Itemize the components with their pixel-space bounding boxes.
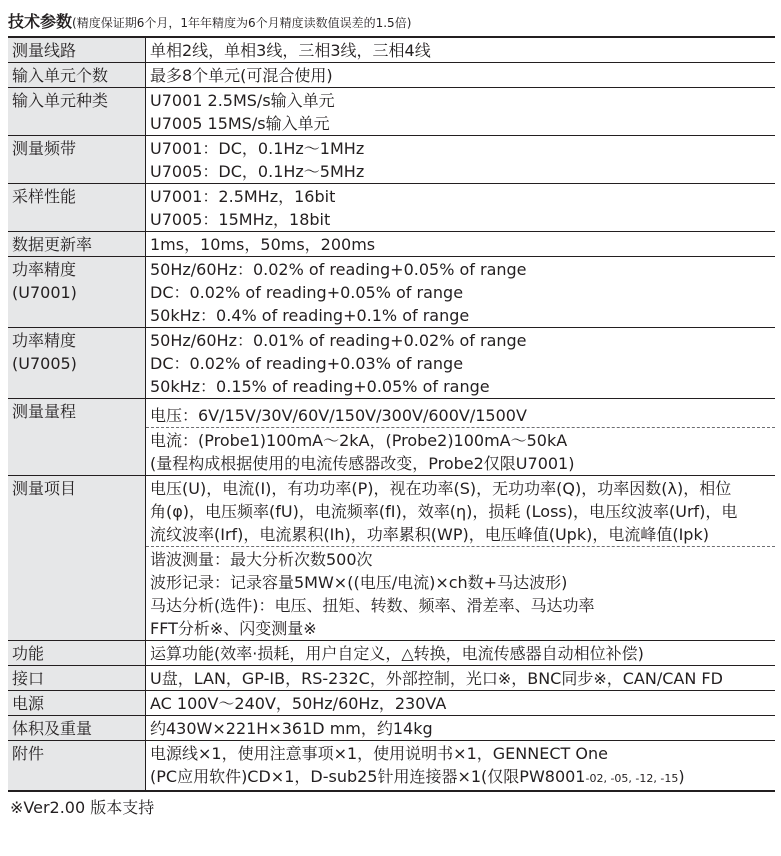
spec-label: 测量量程 [12, 402, 77, 421]
spec-row [8, 88, 775, 136]
spec-value-line: FFT分析※、闪变测量※ [150, 619, 317, 638]
spec-label-cell [8, 691, 146, 716]
spec-value-cell [146, 399, 776, 428]
spec-label: 采样性能 [12, 187, 77, 206]
spec-value-line: U7005：DC，0.1Hz～5MHz [150, 162, 365, 181]
spec-value-line: U7001：DC，0.1Hz～1MHz [150, 139, 365, 158]
spec-value-cell [146, 716, 776, 741]
spec-value-cell [146, 184, 776, 232]
spec-value-line: 50Hz/60Hz：0.01% of reading+0.02% of range [150, 331, 527, 350]
spec-value-line [150, 765, 771, 790]
spec-value-line: 谐波测量：最大分析次数500次 [150, 550, 373, 569]
spec-label: 数据更新率 [12, 235, 93, 254]
spec-value-cell [146, 547, 776, 641]
spec-label: (U7001) [12, 283, 77, 302]
spec-label-cell [8, 666, 146, 691]
spec-value-line: U7001：2.5MHz，16bit [150, 187, 336, 206]
spec-row [8, 136, 775, 184]
spec-label: 电源 [12, 694, 45, 713]
spec-value-cell [146, 63, 776, 88]
spec-label-cell [8, 63, 146, 88]
spec-label-cell [8, 184, 146, 232]
spec-value-line: 运算功能(效率·损耗，用户自定义，△转换，电流传感器自动相位补偿) [150, 644, 644, 663]
spec-value-cell [146, 328, 776, 399]
spec-value-cell [146, 37, 776, 63]
spec-value-text: (PC应用软件)CD×1，D-sub25针用连接器×1(仅限PW8001 [150, 767, 586, 786]
model-suffix-list: -02, -05, -12, -15 [585, 772, 679, 785]
spec-label-cell [8, 716, 146, 741]
spec-value-cell [146, 641, 776, 666]
spec-label-cell [8, 476, 146, 641]
spec-label-cell [8, 88, 146, 136]
spec-value-line: 角(φ)，电压频率(fU)，电流频率(fI)，效率(η)，损耗 (Loss)，电压纹波率(Urf)，电 [150, 502, 738, 521]
spec-value-line: 电压：6V/15V/30V/60V/150V/300V/600V/1500V [150, 406, 527, 425]
spec-value-line: 1ms，10ms，50ms，200ms [150, 235, 376, 254]
spec-row [8, 184, 775, 232]
spec-value-cell [146, 666, 776, 691]
spec-value-line: U7001 2.5MS/s输入单元 [150, 91, 335, 110]
spec-value-cell [146, 136, 776, 184]
spec-value-line: 约430W×221H×361D mm，约14kg [150, 719, 433, 738]
footnote: ※Ver2.00 版本支持 [10, 798, 155, 817]
spec-row [8, 741, 775, 792]
spec-value-line: U盘，LAN，GP-IB，RS-232C，外部控制，光口※，BNC同步※，CAN/CAN FD [150, 669, 723, 688]
spec-label: 输入单元个数 [12, 66, 109, 85]
spec-label-cell [8, 641, 146, 666]
spec-label: 测量项目 [12, 479, 77, 498]
section-header [8, 8, 775, 36]
spec-value-line: DC：0.02% of reading+0.03% of range [150, 354, 464, 373]
spec-table [8, 36, 775, 792]
spec-label: 功率精度 [12, 260, 77, 279]
spec-value-line: DC：0.02% of reading+0.05% of range [150, 283, 464, 302]
spec-value-line: 电流：(Probe1)100mA～2kA，(Probe2)100mA～50kA [150, 431, 568, 450]
spec-value-cell [146, 476, 776, 547]
spec-value-line: 最多8个单元(可混合使用) [150, 66, 333, 85]
spec-row [8, 257, 775, 328]
spec-row [8, 37, 775, 63]
spec-value-line: U7005：15MHz，18bit [150, 210, 331, 229]
spec-label: 附件 [12, 744, 45, 763]
spec-label-cell [8, 741, 146, 792]
spec-value-cell [146, 741, 776, 792]
spec-label-cell [8, 136, 146, 184]
spec-value-cell [146, 232, 776, 257]
spec-value-cell [146, 428, 776, 476]
spec-label: 测量线路 [12, 41, 77, 60]
spec-label: 测量频带 [12, 139, 77, 158]
spec-label-cell [8, 328, 146, 399]
spec-value-line: 波形记录：记录容量5MW×((电压/电流)×ch数+马达波形) [150, 573, 568, 592]
spec-value-line: 流纹波率(Irf)，电流累积(Ih)，功率累积(WP)，电压峰值(Upk)，电流峰值(Ipk) [150, 525, 709, 544]
spec-row [8, 63, 775, 88]
spec-row [8, 691, 775, 716]
spec-label: 功能 [12, 644, 45, 663]
spec-row [8, 641, 775, 666]
spec-value-cell [146, 691, 776, 716]
spec-value-line: U7005 15MS/s输入单元 [150, 114, 330, 133]
spec-row [8, 476, 775, 547]
spec-value-line: 50kHz：0.15% of reading+0.05% of range [150, 377, 490, 396]
spec-label-cell [8, 37, 146, 63]
spec-value-line: 单相2线，单相3线，三相3线，三相4线 [150, 41, 431, 60]
spec-label-cell [8, 399, 146, 476]
spec-label-cell [8, 257, 146, 328]
spec-row [8, 716, 775, 741]
spec-label: (U7005) [12, 354, 77, 373]
spec-row [8, 232, 775, 257]
spec-label: 体积及重量 [12, 719, 93, 738]
spec-label: 输入单元种类 [12, 91, 109, 110]
spec-row [8, 328, 775, 399]
spec-value-line: (量程构成根据使用的电流传感器改变，Probe2仅限U7001) [150, 454, 575, 473]
section-note: (精度保证期6个月，1年年精度为6个月精度读数值误差的1.5倍) [72, 16, 412, 30]
spec-value-line: AC 100V～240V，50Hz/60Hz，230VA [150, 694, 447, 713]
spec-label-cell [8, 232, 146, 257]
spec-label: 接口 [12, 669, 45, 688]
spec-value-cell [146, 88, 776, 136]
spec-value-line: 电压(U)，电流(I)，有功功率(P)，视在功率(S)，无功功率(Q)，功率因数(λ)，相位 [150, 479, 732, 498]
spec-label: 功率精度 [12, 331, 77, 350]
spec-value-line: 50Hz/60Hz：0.02% of reading+0.05% of range [150, 260, 527, 279]
spec-value-line: 电源线×1，使用注意事项×1，使用说明书×1，GENNECT One [150, 744, 608, 763]
spec-value-line: 50kHz：0.4% of reading+0.1% of range [150, 306, 470, 325]
spec-row [8, 399, 775, 428]
section-title: 技术参数 [8, 12, 73, 31]
spec-value-text: ) [678, 767, 685, 786]
spec-row [8, 666, 775, 691]
spec-value-cell [146, 257, 776, 328]
spec-value-line: 马达分析(选件)：电压、扭矩、转数、频率、滑差率、马达功率 [150, 596, 595, 615]
